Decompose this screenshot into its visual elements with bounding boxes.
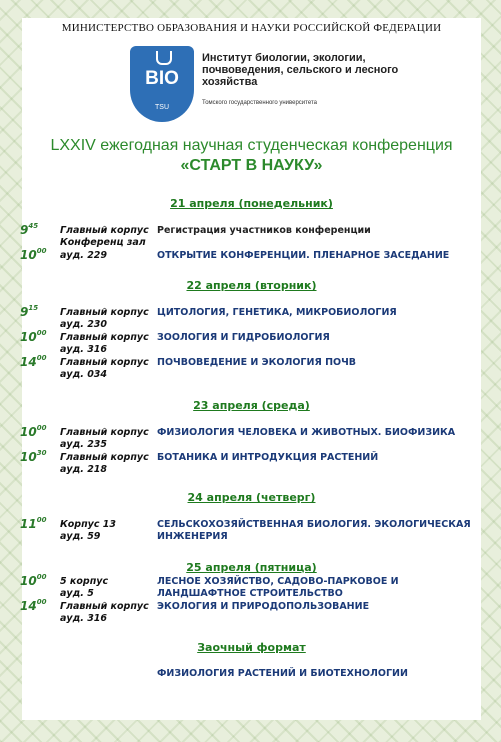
ministry-header: МИНИСТЕРСТВО ОБРАЗОВАНИЯ И НАУКИ РОССИЙСКОЙ ФЕДЕРАЦИИ (61, 22, 442, 34)
time-minutes: 00 (36, 247, 47, 255)
time-minutes: 00 (36, 329, 47, 337)
time-hour: 11 (20, 517, 37, 531)
day-heading: Заочный формат (197, 641, 306, 654)
session-location: Главный корпус ауд. 235 (60, 427, 149, 450)
institute-subtitle: Томского государственного университета (202, 100, 317, 106)
session-location: Главный корпус ауд. 218 (60, 452, 149, 475)
session-title: ЗООЛОГИЯ И ГИДРОБИОЛОГИЯ (157, 332, 330, 343)
logo-text: BIO (145, 68, 179, 89)
session-time (20, 305, 38, 319)
flask-icon (156, 51, 172, 65)
session-time (20, 574, 46, 588)
day-heading: 24 апреля (четверг) (187, 491, 316, 504)
session-location: Главный корпус ауд. 316 (60, 601, 149, 624)
session-time (20, 517, 46, 531)
session-title: Регистрация участников конференции (157, 225, 371, 236)
session-time (20, 355, 46, 369)
time-minutes: 45 (28, 222, 39, 230)
time-hour: 9 (20, 305, 29, 319)
conference-title-line1: LXXIV ежегодная научная студенческая конференция (50, 137, 453, 154)
time-minutes: 15 (28, 304, 39, 312)
day-heading: 22 апреля (вторник) (186, 279, 317, 292)
session-title: СЕЛЬСКОХОЗЯЙСТВЕННАЯ БИОЛОГИЯ. ЭКОЛОГИЧЕСКАЯ ИНЖЕНЕРИЯ (157, 519, 471, 542)
session-title: ОТКРЫТИЕ КОНФЕРЕНЦИИ. ПЛЕНАРНОЕ ЗАСЕДАНИЕ (157, 250, 450, 261)
session-location: Корпус 13 ауд. 59 (60, 519, 117, 542)
session-title: ЦИТОЛОГИЯ, ГЕНЕТИКА, МИКРОБИОЛОГИЯ (157, 307, 397, 318)
session-time (20, 248, 46, 262)
session-title: ЛЕСНОЕ ХОЗЯЙСТВО, САДОВО-ПАРКОВОЕ И ЛАНДШАФТНОЕ СТРОИТЕЛЬСТВО (157, 576, 399, 599)
day-heading: 21 апреля (понедельник) (170, 197, 333, 210)
time-minutes: 00 (36, 598, 47, 606)
session-time (20, 599, 46, 613)
time-minutes: 00 (36, 516, 47, 524)
time-hour: 10 (20, 248, 37, 262)
time-minutes: 00 (36, 354, 47, 362)
session-location: Главный корпус ауд. 316 (60, 332, 149, 355)
institute-name: Институт биологии, экологии, почвоведения, сельского и лесного хозяйства (202, 52, 399, 88)
institute-logo-block (130, 46, 430, 126)
poster-sheet (22, 18, 481, 720)
time-hour: 9 (20, 223, 29, 237)
time-hour: 14 (20, 599, 37, 613)
time-minutes: 30 (36, 449, 47, 457)
session-location: Главный корпус Конференц зал (60, 225, 149, 248)
time-minutes: 00 (36, 424, 47, 432)
bio-logo-icon (130, 46, 194, 122)
time-hour: 10 (20, 425, 37, 439)
time-hour: 10 (20, 574, 37, 588)
time-hour: 14 (20, 355, 37, 369)
session-time (20, 223, 38, 237)
session-title: ПОЧВОВЕДЕНИЕ И ЭКОЛОГИЯ ПОЧВ (157, 357, 357, 368)
time-hour: 10 (20, 450, 37, 464)
conference-title-line2: «СТАРТ В НАУКУ» (180, 157, 323, 174)
session-time (20, 330, 46, 344)
conference-title (22, 136, 481, 176)
session-time (20, 425, 46, 439)
session-title: ФИЗИОЛОГИЯ РАСТЕНИЙ И БИОТЕХНОЛОГИИ (157, 668, 408, 679)
time-hour: 10 (20, 330, 37, 344)
day-heading: 25 апреля (пятница) (186, 561, 317, 574)
session-location: Главный корпус ауд. 034 (60, 357, 149, 380)
time-minutes: 00 (36, 573, 47, 581)
session-time (20, 450, 46, 464)
session-location: Главный корпус ауд. 230 (60, 307, 149, 330)
day-heading: 23 апреля (среда) (193, 399, 310, 412)
session-title: БОТАНИКА И ИНТРОДУКЦИЯ РАСТЕНИЙ (157, 452, 379, 463)
logo-subtext: TSU (155, 104, 169, 111)
session-title: ФИЗИОЛОГИЯ ЧЕЛОВЕКА И ЖИВОТНЫХ. БИОФИЗИКА (157, 427, 456, 438)
session-location: 5 корпус ауд. 5 (60, 576, 109, 599)
session-title: ЭКОЛОГИЯ И ПРИРОДОПОЛЬЗОВАНИЕ (157, 601, 370, 612)
session-location: ауд. 229 (60, 250, 108, 261)
